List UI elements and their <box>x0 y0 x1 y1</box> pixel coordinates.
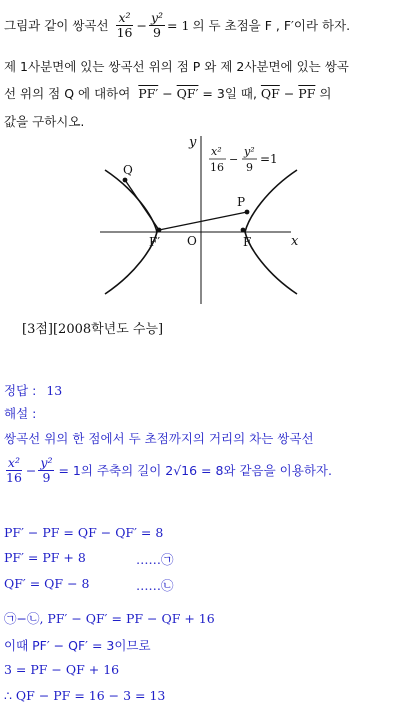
step-4: ㉠−㉡, PF′ − QF′ = PF − QF + 16 <box>4 611 215 626</box>
step-1: PF′ − PF = QF − QF′ = 8 <box>4 525 164 540</box>
problem-eq-minus: − <box>136 17 147 33</box>
problem-line3-qf: $\overline{QF}$ <box>260 86 280 101</box>
hyperbola-figure <box>95 128 310 306</box>
step-2-tag: ……㉠ <box>136 552 174 567</box>
problem-eq-rhs: = 1 <box>167 17 190 33</box>
problem-line3-minus2: − <box>283 86 295 101</box>
problem-eq-y-den: 9 <box>153 24 161 40</box>
fig-eq-x-num: x² <box>211 145 222 158</box>
explain-line1: 쌍곡선 위의 한 점에서 두 초점까지의 거리의 차는 쌍곡선 <box>4 431 314 446</box>
fig-eq-y-num: y² <box>244 145 255 158</box>
problem-line3-pf1: PF′ <box>138 86 159 101</box>
problem-line1-post: 의 두 초점을 F , F′이라 하자. <box>192 18 351 33</box>
explain-eq-minus: − <box>25 462 37 478</box>
problem-eq-x-den: 16 <box>116 24 133 40</box>
step-2: PF′ = PF + 8 <box>4 550 86 565</box>
problem-line3-end: 의 <box>319 86 332 101</box>
fig-eq-minus: − <box>229 153 239 166</box>
step-3-tag: ……㉡ <box>136 578 174 593</box>
problem-line3-pf: $\overline{PF}$ <box>298 86 316 101</box>
problem-line4: 값을 구하시오. <box>4 114 85 129</box>
problem-line3-pre: 선 위의 점 Q 에 대하여 <box>4 86 131 101</box>
segment-F1P <box>159 212 247 230</box>
problem-line1 <box>4 8 350 42</box>
problem-line3-qf1: QF′ <box>176 86 199 101</box>
label-Q: Q <box>123 163 133 177</box>
problem-line3-minus: − <box>162 86 173 101</box>
step-5: 이때 PF′ − QF′ = 3이므로 <box>4 638 151 653</box>
point-P <box>245 210 250 215</box>
explain-eq-y-frac <box>38 456 54 483</box>
problem-eq-y-frac <box>149 11 165 38</box>
answer-line <box>4 381 62 399</box>
problem-eq-y-num: y² <box>150 10 164 26</box>
explain-eq-x-frac <box>4 456 24 483</box>
explain-eq-y-num: y² <box>40 455 53 471</box>
label-origin: O <box>187 234 197 248</box>
problem-line2: 제 1사분면에 있는 쌍곡선 위의 점 P 와 제 2사분면에 있는 쌍곡 <box>4 59 349 74</box>
segment-QF1 <box>125 180 159 230</box>
answer-label: 정답 : <box>4 383 37 398</box>
label-x-axis: x <box>291 234 299 249</box>
explain-label: 해설 : <box>4 406 37 421</box>
label-F: F <box>243 235 252 249</box>
fig-eq-y-den: 9 <box>246 161 253 174</box>
fig-eq-rhs: =1 <box>260 152 278 166</box>
problem-line1-pre: 그림과 같이 쌍곡선 <box>4 18 109 33</box>
label-P: P <box>237 195 246 209</box>
explain-eq-x-den: 16 <box>6 469 22 485</box>
explain-line2 <box>4 452 332 488</box>
answer-value: 13 <box>46 383 63 398</box>
point-F <box>241 228 246 233</box>
label-F1: F′ <box>149 235 161 249</box>
problem-eq-x-num: x² <box>118 10 131 26</box>
problem-line3 <box>4 84 331 102</box>
step-3: QF′ = QF − 8 <box>4 576 90 591</box>
fig-eq-x-den: 16 <box>210 161 224 174</box>
problem-source: [3점][2008학년도 수능] <box>22 322 164 337</box>
explain-eq-rhs: = 1의 주축의 길이 2√16 = 8와 같음을 이용하자. <box>58 463 332 478</box>
problem-eq-x-frac <box>115 11 135 38</box>
step-6: 3 = PF − QF + 16 <box>4 662 120 677</box>
problem-line3-mid: = 3일 때, <box>202 86 257 101</box>
point-Q <box>123 178 128 183</box>
label-y-axis: y <box>189 135 197 150</box>
explain-eq-y-den: 9 <box>42 469 51 485</box>
point-F1 <box>157 228 162 233</box>
step-7: ∴ QF − PF = 16 − 3 = 13 <box>4 688 166 703</box>
explain-eq-x-num: x² <box>7 455 20 471</box>
